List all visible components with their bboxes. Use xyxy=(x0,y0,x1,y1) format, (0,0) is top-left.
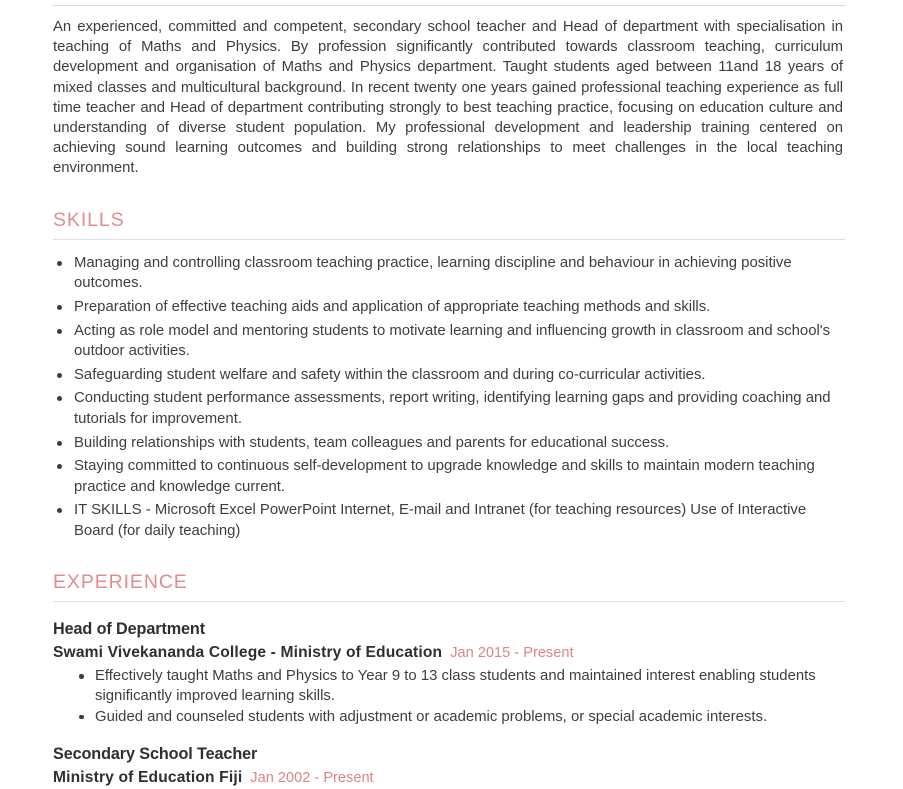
experience-divider xyxy=(53,601,845,602)
job-bullets-list xyxy=(53,666,845,727)
skills-list xyxy=(53,253,845,541)
skills-divider xyxy=(53,239,845,240)
skills-heading: SKILLS xyxy=(53,208,125,231)
list-item: Conducting student performance assessments, report writing, identifying learning gaps and providing coaching and tutorials for improvement. xyxy=(53,388,843,429)
skills-section xyxy=(53,209,845,541)
job-dates: Jan 2015 - Present xyxy=(450,644,574,661)
list-item: Building relationships with students, team colleagues and parents for educational success. xyxy=(53,433,843,453)
list-item: Guided and counseled students with adjustment or academic problems, or special academic interests. xyxy=(74,707,844,727)
job-title: Secondary School Teacher xyxy=(53,744,258,763)
professional-summary: An experienced, committed and competent, secondary school teacher and Head of department with specialisation in teaching of Maths and Physics. By profession significantly contributed towards classroom teaching, curriculum development and organisation of Maths and Physics department. Taught students aged between 11and 18 years of mixed classes and multicultural background. In recent twenty one years gained professional teaching experience as full time teacher and Head of department contributing strongly to best teaching practice, focusing on education culture and understanding of diverse student population. My professional development and leadership training centered on achieving sound learning outcomes and building strong relationships to meet challenges in the local teaching environment. xyxy=(53,19,843,177)
list-item: Managing and controlling classroom teaching practice, learning discipline and behaviour in achieving positive outcomes. xyxy=(53,253,843,294)
job-organization: Swami Vivekananda College - Ministry of Education xyxy=(53,643,443,661)
list-item: Safeguarding student welfare and safety within the classroom and during co-curricular activities. xyxy=(53,365,843,385)
list-item: IT SKILLS - Microsoft Excel PowerPoint Internet, E-mail and Intranet (for teaching resources) Use of Interactive Board (for daily teaching) xyxy=(53,500,843,541)
resume-page xyxy=(0,5,903,786)
experience-heading: EXPERIENCE xyxy=(53,570,188,593)
job-org-line xyxy=(53,642,845,664)
job-title: Head of Department xyxy=(53,619,206,638)
job-organization: Ministry of Education Fiji xyxy=(53,768,243,786)
experience-section xyxy=(53,571,845,789)
list-item: Acting as role model and mentoring students to motivate learning and influencing growth in classroom and school's outdoor activities. xyxy=(53,321,843,362)
experience-entry xyxy=(53,619,845,727)
experience-entry xyxy=(53,744,845,789)
job-org-line xyxy=(53,767,845,789)
job-dates: Jan 2002 - Present xyxy=(250,769,374,786)
top-divider xyxy=(53,5,845,6)
list-item: Effectively taught Maths and Physics to Year 9 to 13 class students and maintained interest enabling students significantly improved learning skills. xyxy=(74,666,844,707)
list-item: Preparation of effective teaching aids and application of appropriate teaching methods and skills. xyxy=(53,297,843,317)
list-item: Staying committed to continuous self-development to upgrade knowledge and skills to maintain modern teaching practice and knowledge current. xyxy=(53,456,843,497)
